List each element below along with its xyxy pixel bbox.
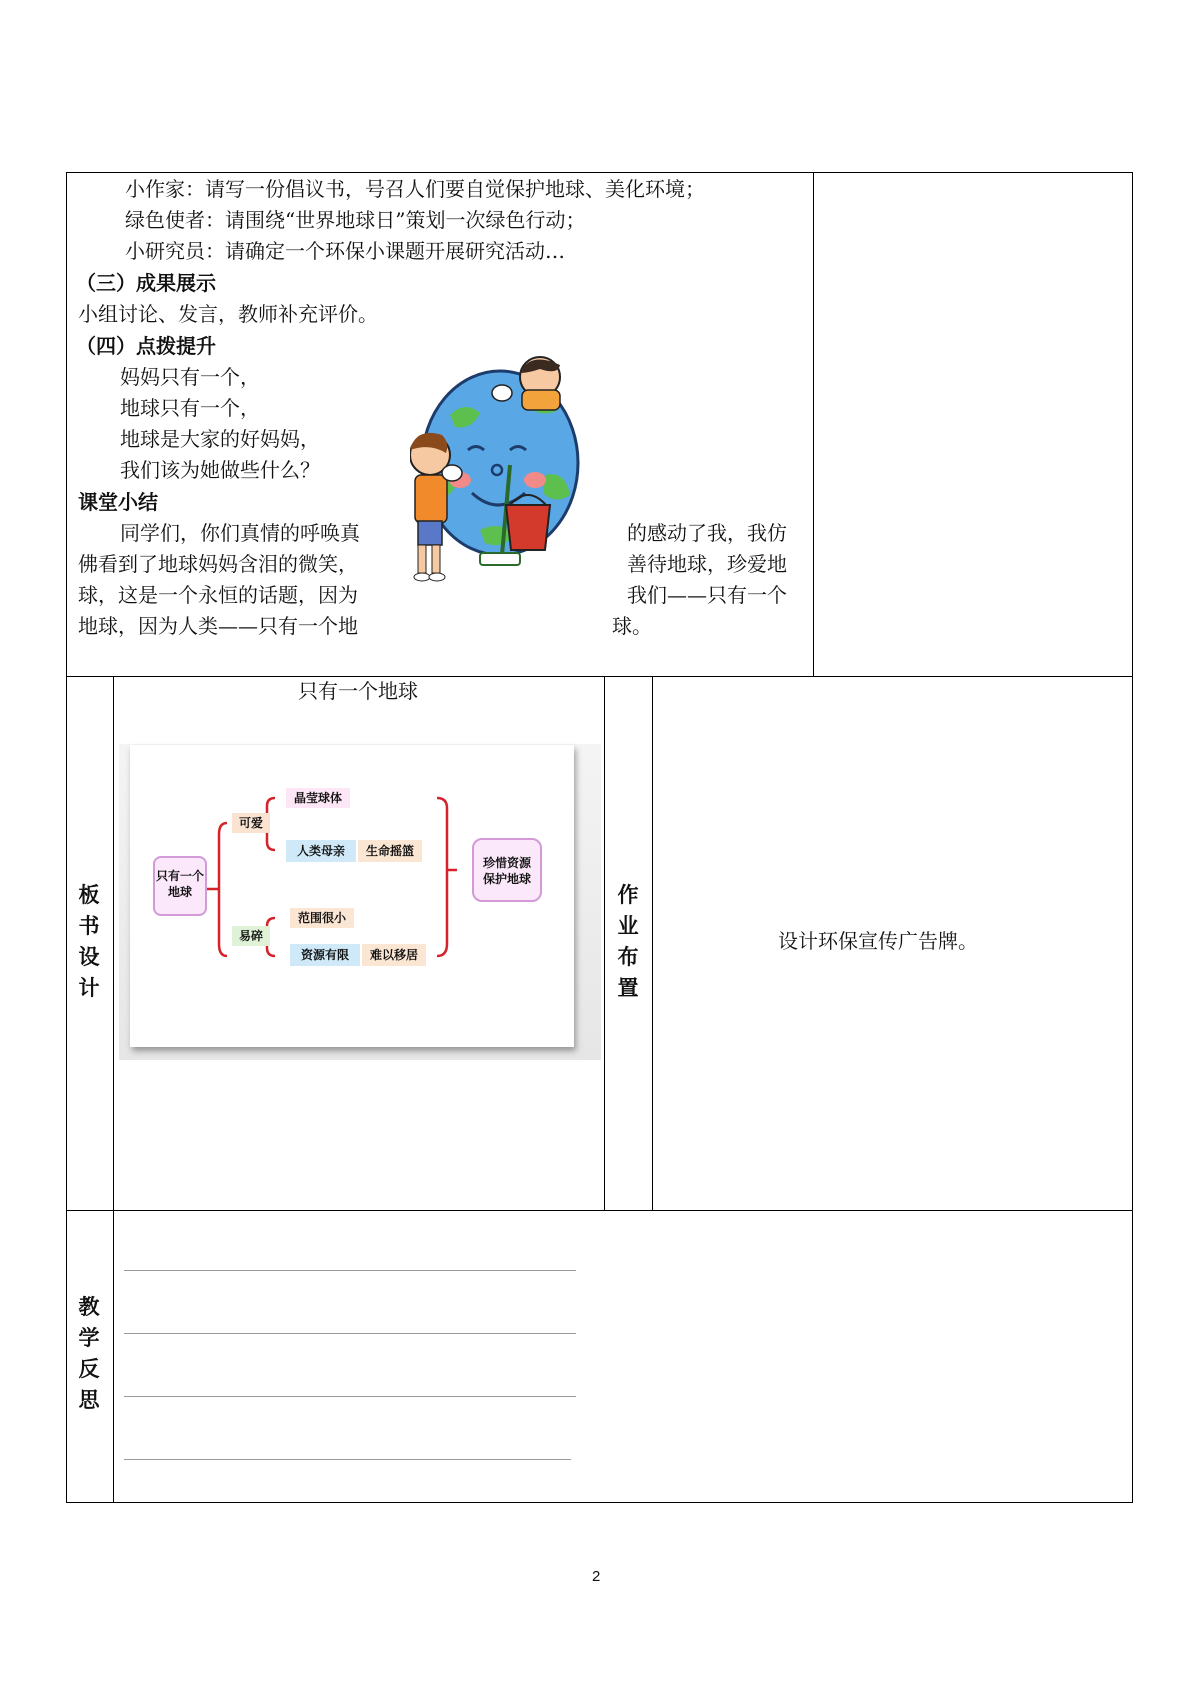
table-row2-bottom bbox=[66, 1210, 1133, 1211]
summary-right-3: 我们——只有一个 bbox=[627, 583, 787, 607]
mindmap-item-a2: 人类母亲 bbox=[286, 840, 356, 862]
earth-cleaning-illustration bbox=[410, 355, 600, 600]
mindmap-item-a1: 晶莹球体 bbox=[286, 788, 350, 808]
board-design-label: 板 书 设 计 bbox=[78, 883, 100, 1000]
table-top-border bbox=[66, 172, 1133, 173]
homework-text: 设计环保宣传广告牌。 bbox=[778, 929, 978, 953]
reflection-writing-line-4[interactable] bbox=[124, 1459, 571, 1460]
reflection-writing-line-3[interactable] bbox=[124, 1396, 576, 1397]
section4-heading: （四）点拨提升 bbox=[76, 334, 216, 358]
poem-line-2: 地球只有一个， bbox=[120, 396, 260, 420]
summary-right-2: 善待地球，珍爱地 bbox=[627, 552, 787, 576]
poem-line-1: 妈妈只有一个， bbox=[120, 365, 260, 389]
mindmap-branch-a: 可爱 bbox=[232, 813, 270, 833]
reflection-label: 教 学 反 思 bbox=[78, 1295, 100, 1412]
mindmap-item-a3: 生命摇篮 bbox=[358, 840, 422, 862]
table-bottom-border bbox=[66, 1502, 1133, 1503]
table-row1-bottom bbox=[66, 676, 1133, 677]
mindmap-root: 只有一个地球 bbox=[153, 856, 207, 916]
mindmap-branch-b: 易碎 bbox=[232, 926, 270, 946]
label-col-divider bbox=[113, 676, 114, 1503]
summary-right-4: 球。 bbox=[612, 614, 652, 638]
table-left-border bbox=[66, 172, 67, 1503]
summary-left-3: 球，这是一个永恒的话题，因为 bbox=[78, 583, 358, 607]
section3-body: 小组讨论、发言，教师补充评价。 bbox=[78, 302, 378, 326]
page-number: 2 bbox=[592, 1568, 601, 1585]
summary-right-1: 的感动了我，我仿 bbox=[627, 521, 787, 545]
homework-label-col-right bbox=[652, 676, 653, 1211]
reflection-writing-line-2[interactable] bbox=[124, 1333, 576, 1334]
summary-left-2: 佛看到了地球妈妈含泪的微笑， bbox=[78, 552, 358, 576]
board-col-right bbox=[604, 676, 605, 1211]
poem-line-4: 我们该为她做些什么？ bbox=[120, 458, 320, 482]
homework-label: 作 业 布 置 bbox=[617, 883, 639, 1000]
reflection-writing-line-1[interactable] bbox=[124, 1270, 576, 1271]
summary-left-1: 同学们，你们真情的呼唤真 bbox=[120, 521, 360, 545]
activity-task-2: 绿色使者：请围绕“世界地球日”策划一次绿色行动； bbox=[125, 208, 586, 232]
board-title: 只有一个地球 bbox=[298, 679, 418, 703]
activity-task-1: 小作家：请写一份倡议书，号召人们要自觉保护地球、美化环境； bbox=[125, 177, 705, 201]
table-right-border bbox=[1132, 172, 1133, 1503]
summary-heading: 课堂小结 bbox=[78, 490, 158, 514]
mindmap-item-b1: 范围很小 bbox=[290, 908, 354, 928]
mindmap-item-b3: 难以移居 bbox=[362, 944, 426, 966]
mindmap-item-b2: 资源有限 bbox=[290, 944, 360, 966]
activity-task-3: 小研究员：请确定一个环保小课题开展研究活动… bbox=[125, 239, 565, 263]
summary-left-4: 地球，因为人类——只有一个地 bbox=[78, 614, 358, 638]
poem-line-3: 地球是大家的好妈妈， bbox=[120, 427, 320, 451]
mindmap-conclusion: 珍惜资源保护地球 bbox=[472, 838, 542, 902]
row1-divider bbox=[813, 172, 814, 677]
section3-heading: （三）成果展示 bbox=[76, 271, 216, 295]
